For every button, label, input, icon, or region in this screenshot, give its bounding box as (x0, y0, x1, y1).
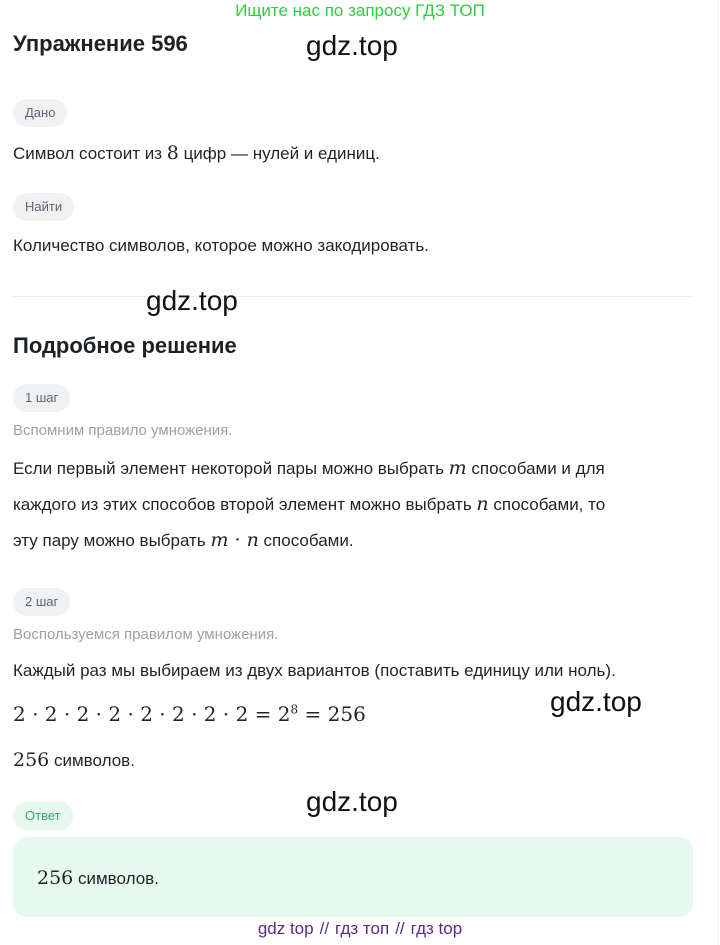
given-number: 8 (166, 142, 179, 164)
answer-text: 256 символов. (37, 867, 159, 889)
page-title: Упражнение 596 (13, 31, 188, 56)
page-edge (718, 0, 719, 945)
answer-box (13, 837, 693, 917)
given-text: Символ состоит из 8 цифр — нулей и единиц. (13, 142, 380, 164)
watermark: gdz.top (550, 686, 642, 717)
step-2-formula: $2 \cdot 2 \cdot 2 \cdot 2 \cdot 2 \cdot 2 \cdot 2 \cdot 2 = 2^8 = 256$ (13, 702, 366, 726)
step-1-chip: 1 шаг (13, 384, 70, 412)
footer-links: gdz top // гдз топ // гдз top (257, 919, 463, 938)
step-2-note: Воспользуемся правилом умножения. (13, 626, 279, 643)
solution-title: Подробное решение (13, 333, 237, 358)
watermark: gdz.top (146, 285, 238, 316)
watermark: gdz.top (306, 30, 398, 61)
find-chip: Найти (13, 193, 74, 221)
find-text: Количество символов, которое можно закодировать. (13, 236, 429, 255)
step-1-note: Вспомним правило умножения. (13, 422, 233, 439)
watermark: gdz.top (306, 786, 398, 817)
given-chip: Дано (13, 99, 67, 127)
section-divider (13, 296, 693, 297)
step-1-line-3: эту пару можно выбрать m · n способами. (13, 529, 354, 551)
answer-chip: Ответ (13, 802, 73, 830)
step-2-line-1: Каждый раз мы выбираем из двух вариантов (поставить единицу или ноль). (13, 661, 616, 680)
footer-link-gdz-top[interactable]: gdz top (257, 919, 314, 938)
search-banner: Ищите нас по запросу ГДЗ ТОП (235, 1, 485, 20)
step-1-line-1: Если первый элемент некоторой пары можно выбрать m способами и для (13, 457, 605, 479)
step-1-line-2: каждого из этих способов второй элемент можно выбрать n способами, то (13, 493, 606, 515)
footer-link-gdz-top-ru[interactable]: гдз топ (335, 919, 390, 938)
step-2-result: 256 символов. (13, 749, 135, 771)
footer-link-gdz-top-mixed[interactable]: гдз top (410, 919, 463, 938)
step-2-chip: 2 шаг (13, 588, 70, 616)
